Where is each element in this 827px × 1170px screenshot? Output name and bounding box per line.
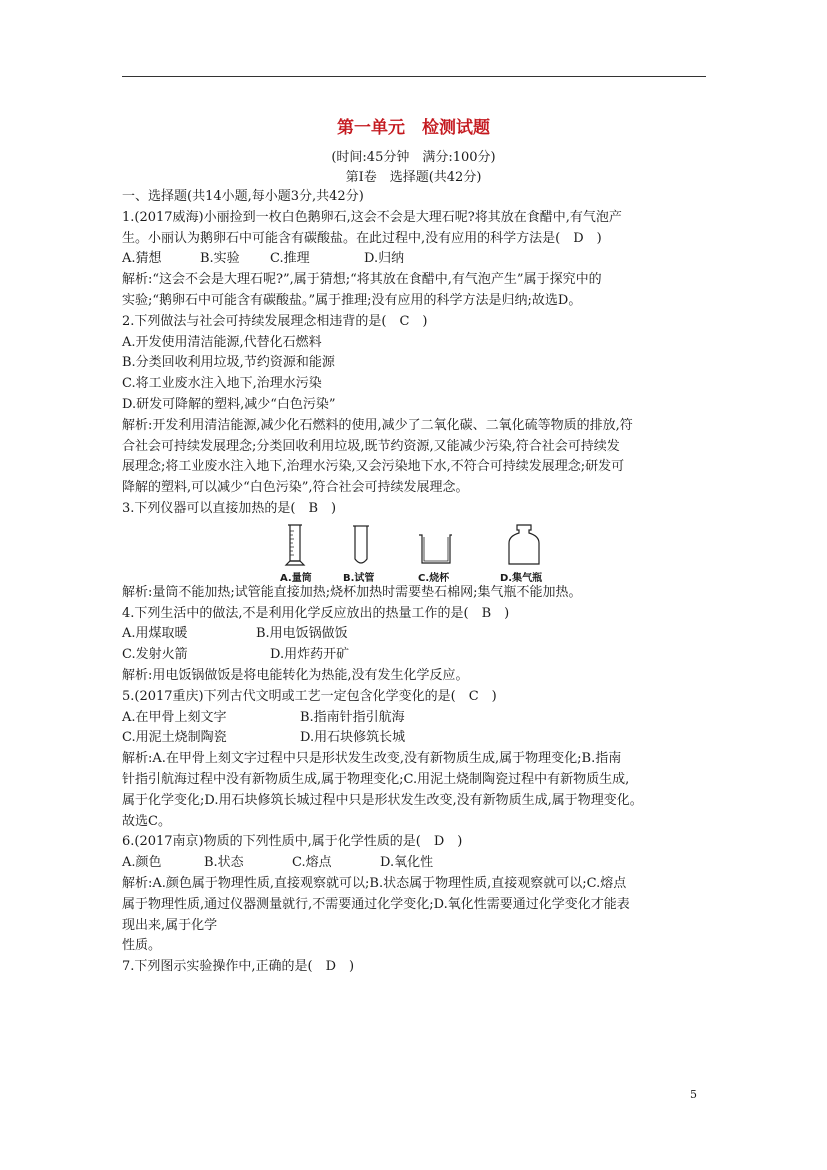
lab-instruments-figure <box>122 523 710 583</box>
q4-option-c: C.发射火箭 <box>122 647 188 663</box>
q7-stem: 7.下列图示实验操作中,正确的是( D ) <box>122 959 355 975</box>
q1-option-d: D.归纳 <box>364 251 405 267</box>
q6-option-c: C.熔点 <box>292 855 332 871</box>
q5-explanation-line1: 解析:A.在甲骨上刻文字过程中只是形状发生改变,没有新物质生成,属于物理变化;B.指南 <box>122 751 622 767</box>
q6-explanation-line1: 解析:A.颜色属于物理性质,直接观察就可以;B.状态属于物理性质,直接观察就可以;C.熔点 <box>122 875 627 891</box>
q6-explanation-line3: 现出来,属于化学 <box>122 917 218 933</box>
page-number: 5 <box>690 1088 697 1101</box>
instrument-label-c: C.烧杯 <box>418 572 450 584</box>
q3-explanation: 解析:量筒不能加热;试管能直接加热;烧杯加热时需要垫石棉网;集气瓶不能加热。 <box>122 584 582 600</box>
q4-option-a: A.用煤取暖 <box>122 626 188 642</box>
q6-explanation-line2: 属于物理性质,通过仪器测量就行,不需要通过化学变化;D.氧化性需要通过化学变化才能表 <box>122 896 630 912</box>
q2-option-d: D.研发可降解的塑料,减少“白色污染” <box>122 396 336 412</box>
q5-option-b: B.指南针指引航海 <box>300 709 405 725</box>
q1-stem-line1: 1.(2017威海)小丽捡到一枚白色鹅卵石,这会不会是大理石呢?将其放在食醋中,有气泡产 <box>122 209 622 225</box>
q1-option-b: B.实验 <box>200 251 240 267</box>
exam-time-info: (时间:45分钟 满分:100分) <box>331 150 496 165</box>
q5-explanation-line2: 针指引航海过程中没有新物质生成,属于物理变化;C.用泥土烧制陶瓷过程中有新物质生成, <box>122 771 630 787</box>
q1-options <box>122 249 710 270</box>
q2-explanation-line2: 合社会可持续发展理念;分类回收利用垃圾,既节约资源,又能减少污染,符合社会可持续发 <box>122 438 620 454</box>
q6-option-b: B.状态 <box>204 855 244 871</box>
q5-option-c: C.用泥土烧制陶瓷 <box>122 730 227 746</box>
q5-options-row1 <box>122 708 710 729</box>
instrument-label-b: B.试管 <box>343 572 375 584</box>
q6-options <box>122 853 710 874</box>
q1-explanation-line1: 解析:“这会不会是大理石呢?”,属于猜想;“将其放在食醋中,有气泡产生”属于探究中的 <box>122 272 602 288</box>
q2-option-a: A.开发使用清洁能源,代替化石燃料 <box>122 334 322 350</box>
q5-explanation-line4: 故选C。 <box>122 813 171 829</box>
q1-option-c: C.推理 <box>270 251 310 267</box>
q2-stem: 2.下列做法与社会可持续发展理念相违背的是( C ) <box>122 313 428 329</box>
q5-stem: 5.(2017重庆)下列古代文明或工艺一定包含化学变化的是( C ) <box>122 688 497 704</box>
q6-option-d: D.氧化性 <box>380 855 434 871</box>
q6-option-a: A.颜色 <box>122 855 162 871</box>
q2-option-c: C.将工业废水注入地下,治理水污染 <box>122 376 322 392</box>
header-rule <box>122 76 706 77</box>
instrument-label-d: D.集气瓶 <box>500 572 543 584</box>
q3-stem: 3.下列仪器可以直接加热的是( B ) <box>122 500 337 516</box>
q1-explanation-line2: 实验;“鹅卵石中可能含有碳酸盐。”属于推理;没有应用的科学方法是归纳;故选D。 <box>122 292 582 308</box>
page-title: 第一单元 检测试题 <box>337 118 490 138</box>
test-tube-icon <box>351 523 371 569</box>
q6-explanation-line4: 性质。 <box>122 938 162 954</box>
q4-options-row1 <box>122 624 710 645</box>
q4-option-d: D.用炸药开矿 <box>270 647 350 663</box>
q5-explanation-line3: 属于化学变化;D.用石块修筑长城过程中只是形状发生改变,没有新物质生成,属于物理变化。 <box>122 792 643 808</box>
instrument-label-a: A.量筒 <box>280 572 312 584</box>
question-body <box>122 187 710 978</box>
q2-option-b: B.分类回收利用垃圾,节约资源和能源 <box>122 355 335 371</box>
q5-option-a: A.在甲骨上刻文字 <box>122 709 227 725</box>
q4-option-b: B.用电饭锅做饭 <box>256 626 348 642</box>
q2-explanation-line3: 展理念;将工业废水注入地下,治理水污染,又会污染地下水,不符合可持续发展理念;研发可 <box>122 459 625 475</box>
gas-collecting-bottle-icon <box>506 523 542 569</box>
q2-explanation-line4: 降解的塑料,可以减少“白色污染”,符合社会可持续发展理念。 <box>122 480 469 496</box>
q5-options-row2 <box>122 728 710 749</box>
q2-explanation-line1: 解析:开发利用清洁能源,减少化石燃料的使用,减少了二氧化碳、二氧化硫等物质的排放,符 <box>122 417 633 433</box>
section-heading: 第Ⅰ卷 选择题(共42分) <box>345 170 482 185</box>
q6-stem: 6.(2017南京)物质的下列性质中,属于化学性质的是( D ) <box>122 834 463 850</box>
q1-option-a: A.猜想 <box>122 251 162 267</box>
q4-stem: 4.下列生活中的做法,不是利用化学反应放出的热量工作的是( B ) <box>122 605 510 621</box>
q1-stem-line2: 生。小丽认为鹅卵石中可能含有碳酸盐。在此过程中,没有应用的科学方法是( D ) <box>122 230 602 246</box>
q4-explanation: 解析:用电饭锅做饭是将电能转化为热能,没有发生化学反应。 <box>122 667 469 683</box>
q5-option-d: D.用石块修筑长城 <box>300 730 406 746</box>
q4-options-row2 <box>122 645 710 666</box>
graduated-cylinder-icon <box>284 523 306 569</box>
part-heading: 一、选择题(共14小题,每小题3分,共42分) <box>122 189 364 204</box>
beaker-icon <box>416 523 456 569</box>
